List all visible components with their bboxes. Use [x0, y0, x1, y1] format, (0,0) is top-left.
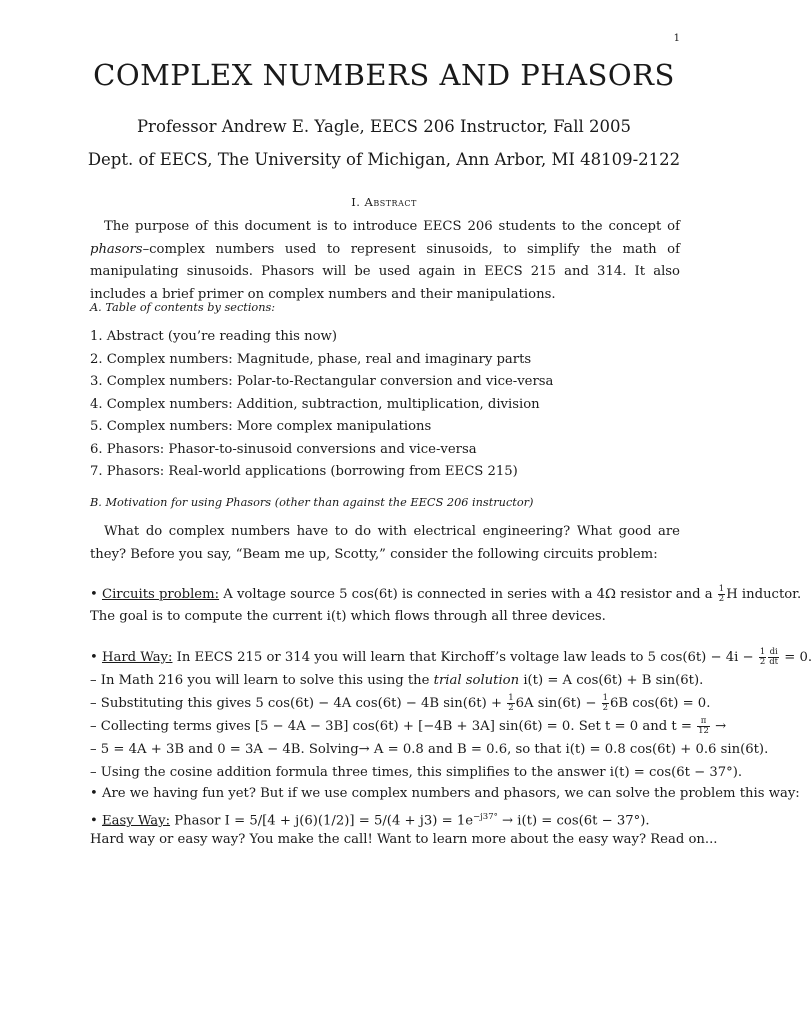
subsection-heading-toc: A. Table of contents by sections:: [90, 301, 276, 314]
hard-way-step: – In Math 216 you will learn to solve this using the trial solution i(t) = A cos(6t) + B sin(6t).: [90, 673, 704, 688]
motivation-paragraph: What do complex numbers have to do with electrical engineering? What good are they? Before you say, “Beam me up, Scotty,” consider the following circuits problem:: [90, 524, 680, 562]
table-of-contents: [90, 326, 553, 484]
toc-item: 6. Phasors: Phasor-to-sinusoid conversions and vice-versa: [90, 441, 477, 457]
easy-way-line: • Easy Way: Phasor $I = 5/[4 + j(6)(1/2)] = 5/(4 + j3) = 1e^{-j37^\circ} \to i(t) = \cos(6t - 37^\circ)$.: [90, 812, 650, 829]
toc-item: 5. Complex numbers: More complex manipulations: [90, 419, 432, 434]
circuits-problem-line: • Circuits problem: A voltage source 5 cos(6t) is connected in series with a 4Ω resistor and a $\frac{1}{2}$ H inductor.: [90, 584, 802, 604]
toc-item: 2. Complex numbers: Magnitude, phase, real and imaginary parts: [90, 351, 532, 367]
page-number: 1: [673, 33, 680, 44]
hard-way-step: – Using the cosine addition formula three times, this simplifies to the answer i(t) = cos(6t − 37°).: [90, 765, 743, 780]
affiliation-line: Dept. of EECS, The University of Michigan, Ann Arbor, MI 48109-2122: [87, 150, 681, 169]
toc-item: 3. Complex numbers: Polar-to-Rectangular conversion and vice-versa: [90, 374, 554, 389]
fun-line: • Are we having fun yet? But if we use complex numbers and phasors, we can solve the problem this way:: [90, 786, 800, 801]
abstract-paragraph: The purpose of this document is to introduce EECS 206 students to the concept of phasors–complex numbers used to represent sinusoids, to simplify the math of manipulating sinusoids. Phasors will be used again in EECS 215 and 314. It also includes a brief primer on complex numbers and their manipulations.: [90, 219, 680, 302]
toc-item: 4. Complex numbers: Addition, subtraction, multiplication, division: [90, 396, 540, 412]
toc-item: 7. Phasors: Real-world applications (borrowing from EECS 215): [90, 464, 518, 479]
circuits-goal-line: The goal is to compute the current i(t) which flows through all three devices.: [90, 609, 606, 624]
paper-title: COMPLEX NUMBERS AND PHASORS: [93, 58, 675, 92]
author-line: Professor Andrew E. Yagle, EECS 206 Instructor, Fall 2005: [136, 117, 632, 136]
toc-item: 1. Abstract (you’re reading this now): [90, 329, 337, 344]
subsection-heading-motivation: B. Motivation for using Phasors (other than against the EECS 206 instructor): [90, 496, 534, 509]
hard-way-step: – Collecting terms gives [5 − 4A − 3B] cos(6t) + [−4B + 3A] sin(6t) = 0. Set t = 0 and t = $\frac{\pi}{12}$ →: [90, 716, 727, 736]
section-heading-abstract: I. Abstract: [351, 195, 417, 209]
hard-way-line: • Hard Way: In EECS 215 or 314 you will learn that Kirchoff’s voltage law leads to 5 cos(6t) − 4i − $\frac{1}{2}$ $\frac{di}{dt}$ = 0.: [90, 647, 812, 667]
closing-line: Hard way or easy way? You make the call! Want to learn more about the easy way? Read on...: [90, 832, 718, 847]
hard-way-step: – 5 = 4A + 3B and 0 = 3A − 4B. Solving→ A = 0.8 and B = 0.6, so that i(t) = 0.8 cos(6t) + 0.6 sin(6t).: [90, 742, 769, 757]
hard-way-step: – Substituting this gives 5 cos(6t) − 4A cos(6t) − 4B sin(6t) + $\frac{1}{2}$ 6A sin(6t) − $\frac{1}{2}$ 6B cos(6t) = 0.: [90, 693, 711, 713]
